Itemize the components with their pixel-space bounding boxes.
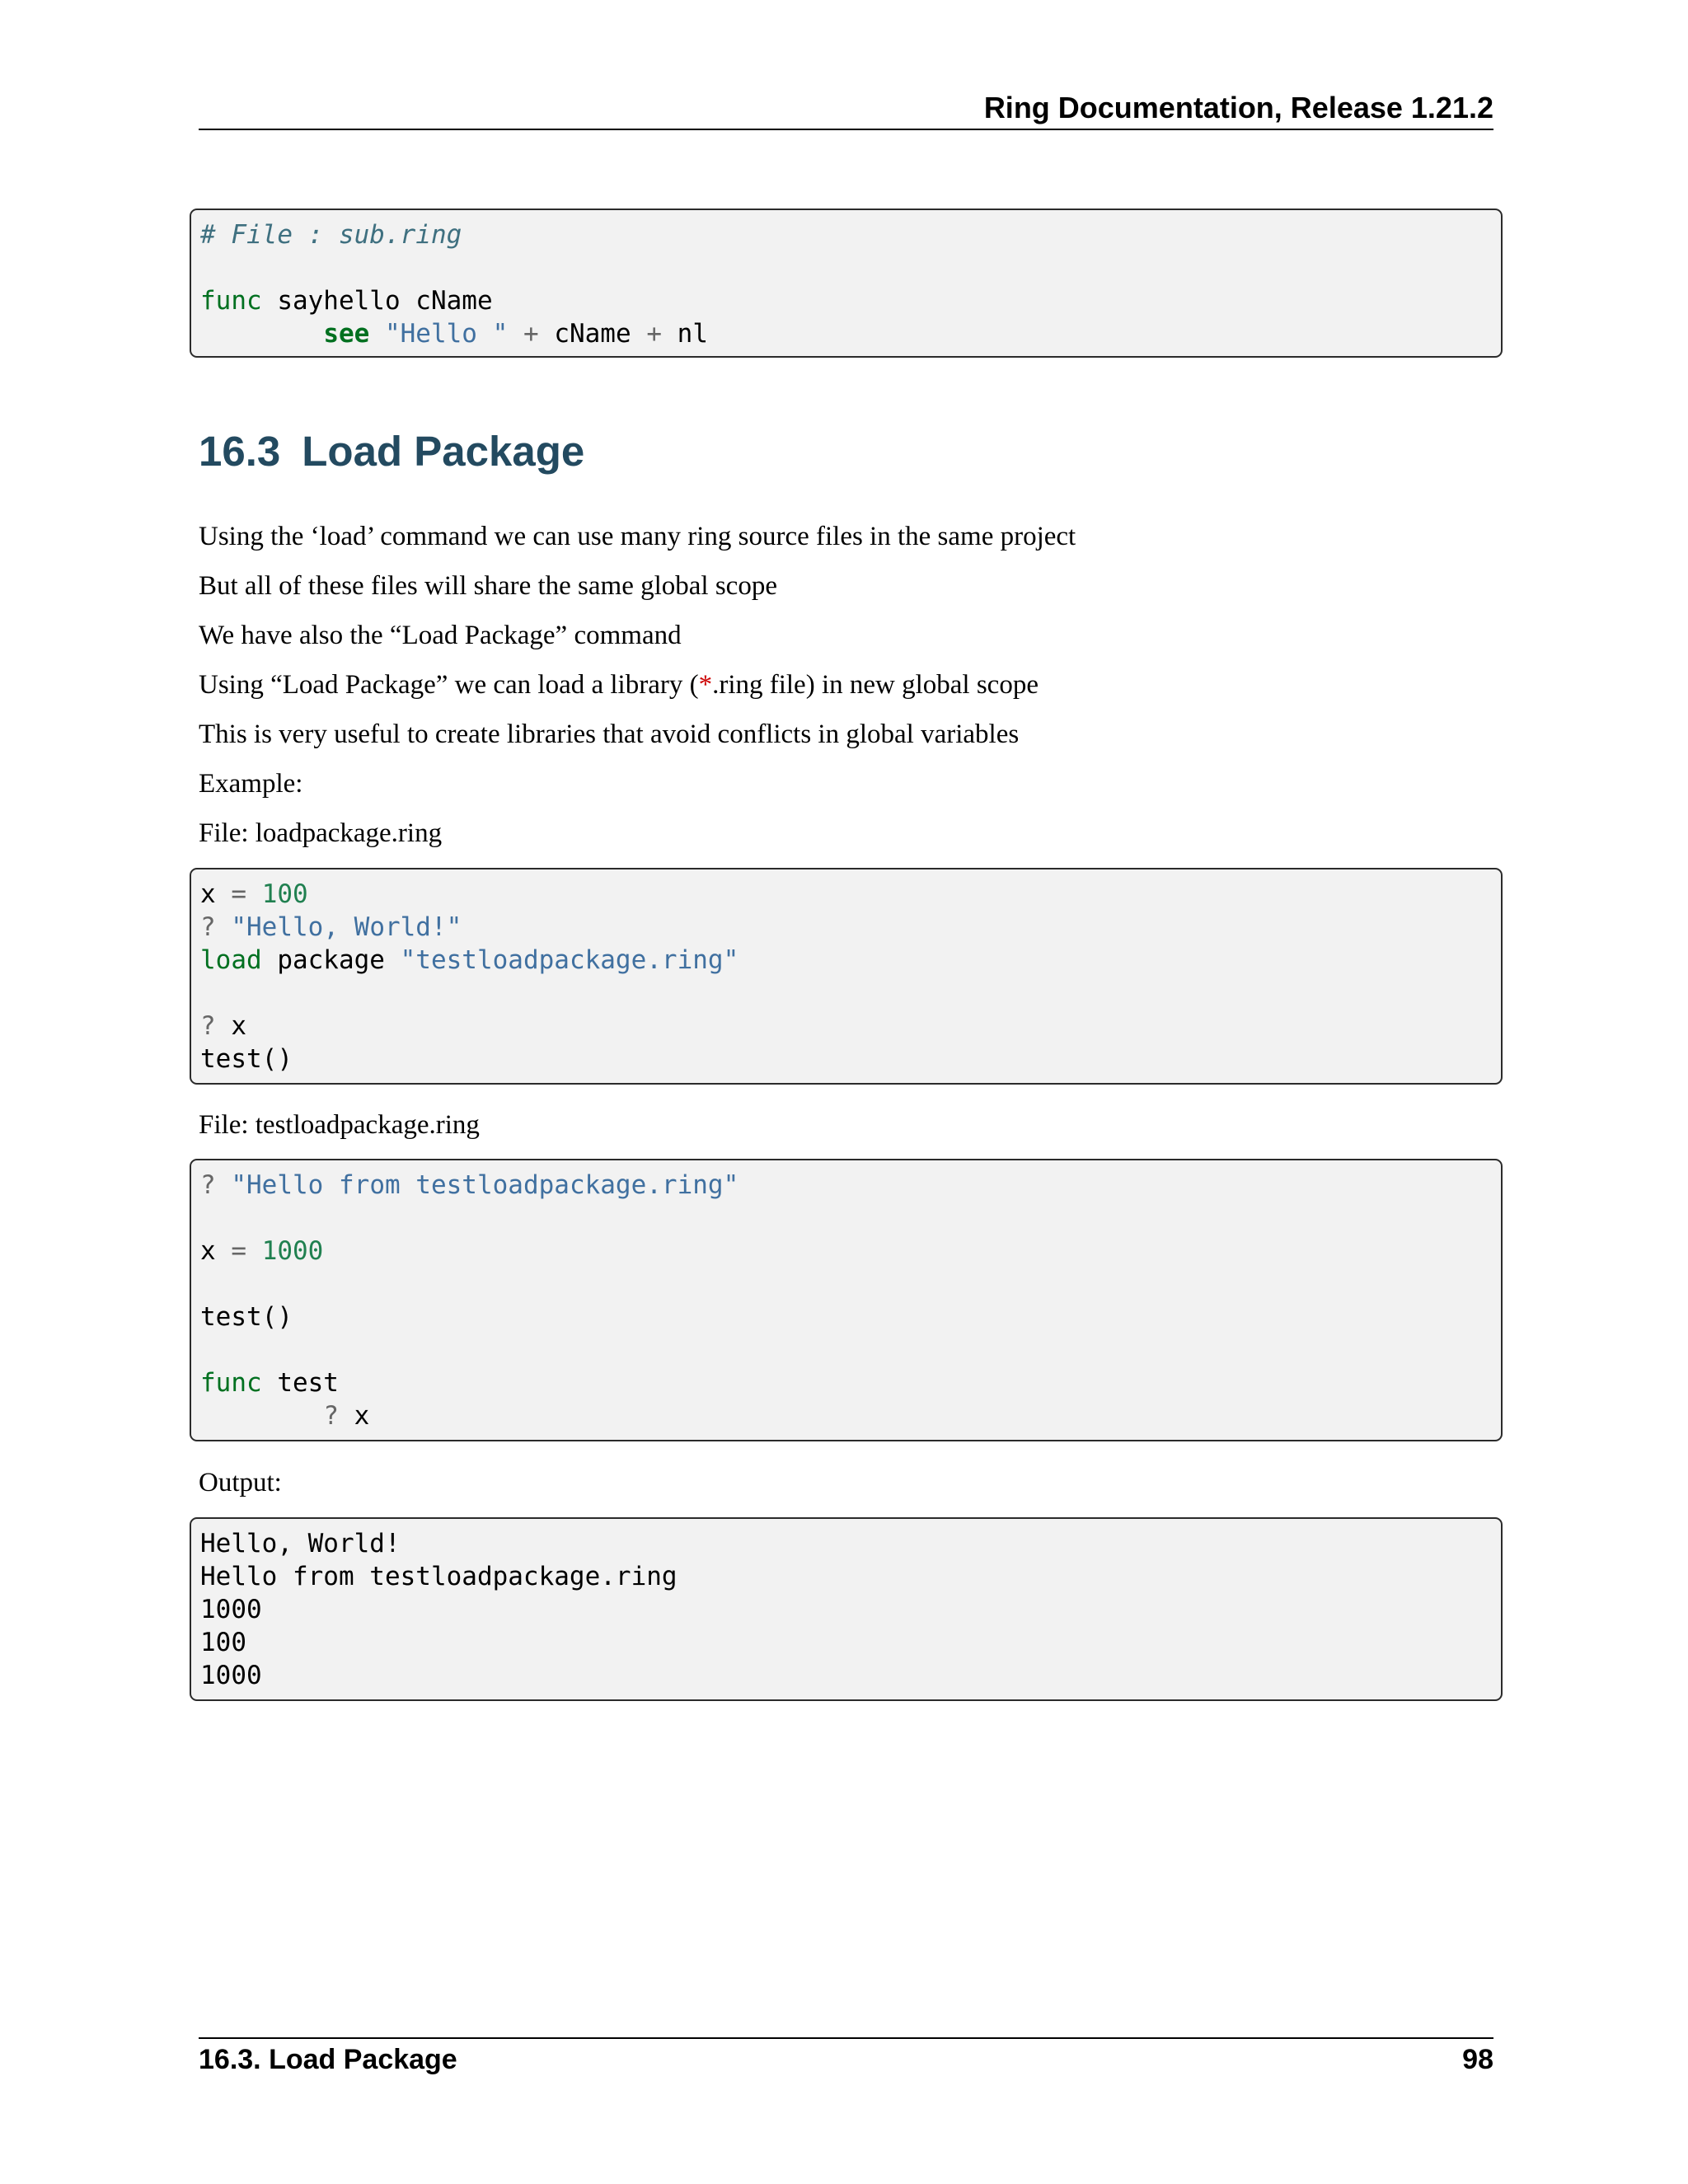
code-operator: ? [200, 1011, 216, 1041]
code-text: cName [554, 319, 631, 349]
code-indent [200, 319, 323, 349]
code-operator: = [231, 1236, 247, 1266]
code-keyword: see [323, 319, 370, 349]
code-operator: + [646, 319, 662, 349]
code-line-blank [200, 251, 1501, 284]
code-text: package [261, 945, 401, 975]
code-text: test [261, 1368, 339, 1398]
code-block-output [190, 1517, 1503, 1701]
section-number: 16.3 [199, 428, 281, 475]
paragraph: Output: [199, 1468, 282, 1497]
section-title: Load Package [302, 428, 585, 475]
code-operator: ? [200, 912, 216, 942]
code-string: "Hello from testloadpackage.ring" [231, 1170, 739, 1200]
header-title: Ring Documentation, Release 1.21.2 [983, 91, 1493, 124]
paragraph: But all of these files will share the same global scope [199, 571, 777, 601]
code-operator: + [523, 319, 539, 349]
code-line-blank [200, 977, 1501, 1010]
paragraph [199, 668, 1039, 701]
code-block-loadpackage [190, 868, 1503, 1085]
code-line [200, 317, 1501, 350]
code-line-blank [200, 1268, 1501, 1301]
code-text: x [231, 1011, 247, 1041]
output-line: 100 [200, 1628, 246, 1657]
code-operator: ? [200, 1170, 216, 1200]
code-line-blank [200, 1202, 1501, 1235]
page-header [199, 89, 1493, 130]
paragraph: This is very useful to create libraries that avoid conflicts in global variables [199, 719, 1020, 749]
code-line [200, 218, 1501, 251]
code-text: test() [200, 1302, 293, 1332]
code-block-testloadpackage [190, 1159, 1503, 1441]
output-line: Hello, World! [200, 1529, 401, 1558]
footer-rule [199, 2037, 1493, 2039]
code-operator: = [231, 879, 247, 909]
code-text: test() [200, 1044, 293, 1074]
code-line [200, 1399, 1501, 1432]
code-line [200, 911, 1501, 944]
page-number: 98 [1462, 2044, 1493, 2075]
output-line: 1000 [200, 1661, 262, 1690]
code-line [200, 878, 1501, 911]
code-number: 1000 [261, 1236, 324, 1266]
footer-section: 16.3. Load Package [199, 2044, 457, 2075]
code-line [200, 284, 1501, 317]
code-comment: # File : sub.ring [200, 220, 462, 250]
code-string: "Hello, World!" [231, 912, 462, 942]
paragraph: Example: [199, 769, 303, 799]
asterisk-mark: * [698, 670, 713, 700]
output-line: Hello from testloadpackage.ring [200, 1562, 678, 1591]
code-block-sub-ring [190, 209, 1503, 358]
code-keyword: func [200, 1368, 262, 1398]
code-text: nl [677, 319, 708, 349]
code-text: x [200, 879, 216, 909]
code-text: x [354, 1401, 370, 1431]
paragraph: Using the ‘load’ command we can use many ring source files in the same project [199, 522, 1076, 551]
paragraph-text: Using “Load Package” we can load a library ( [199, 670, 699, 700]
code-keyword: load [200, 945, 262, 975]
code-text: x [200, 1236, 216, 1266]
code-line [200, 1235, 1501, 1268]
paragraph: File: testloadpackage.ring [199, 1110, 480, 1140]
section-heading [199, 427, 584, 476]
code-operator: ? [323, 1401, 339, 1431]
code-string: "testloadpackage.ring" [400, 945, 739, 975]
paragraph-text: .ring file) in new global scope [712, 670, 1039, 700]
code-line [200, 944, 1501, 977]
code-string: "Hello " [384, 319, 509, 349]
code-line [200, 1169, 1501, 1202]
code-line [200, 1010, 1501, 1043]
code-line [200, 1301, 1501, 1333]
code-text: sayhello cName [261, 286, 493, 316]
output-line: 1000 [200, 1595, 262, 1624]
code-indent [200, 1401, 323, 1431]
code-line-blank [200, 1333, 1501, 1366]
code-keyword: func [200, 286, 262, 316]
paragraph: File: loadpackage.ring [199, 818, 443, 848]
code-line [200, 1366, 1501, 1399]
paragraph: We have also the “Load Package” command [199, 621, 682, 650]
code-line [200, 1043, 1501, 1076]
code-number: 100 [261, 879, 308, 909]
